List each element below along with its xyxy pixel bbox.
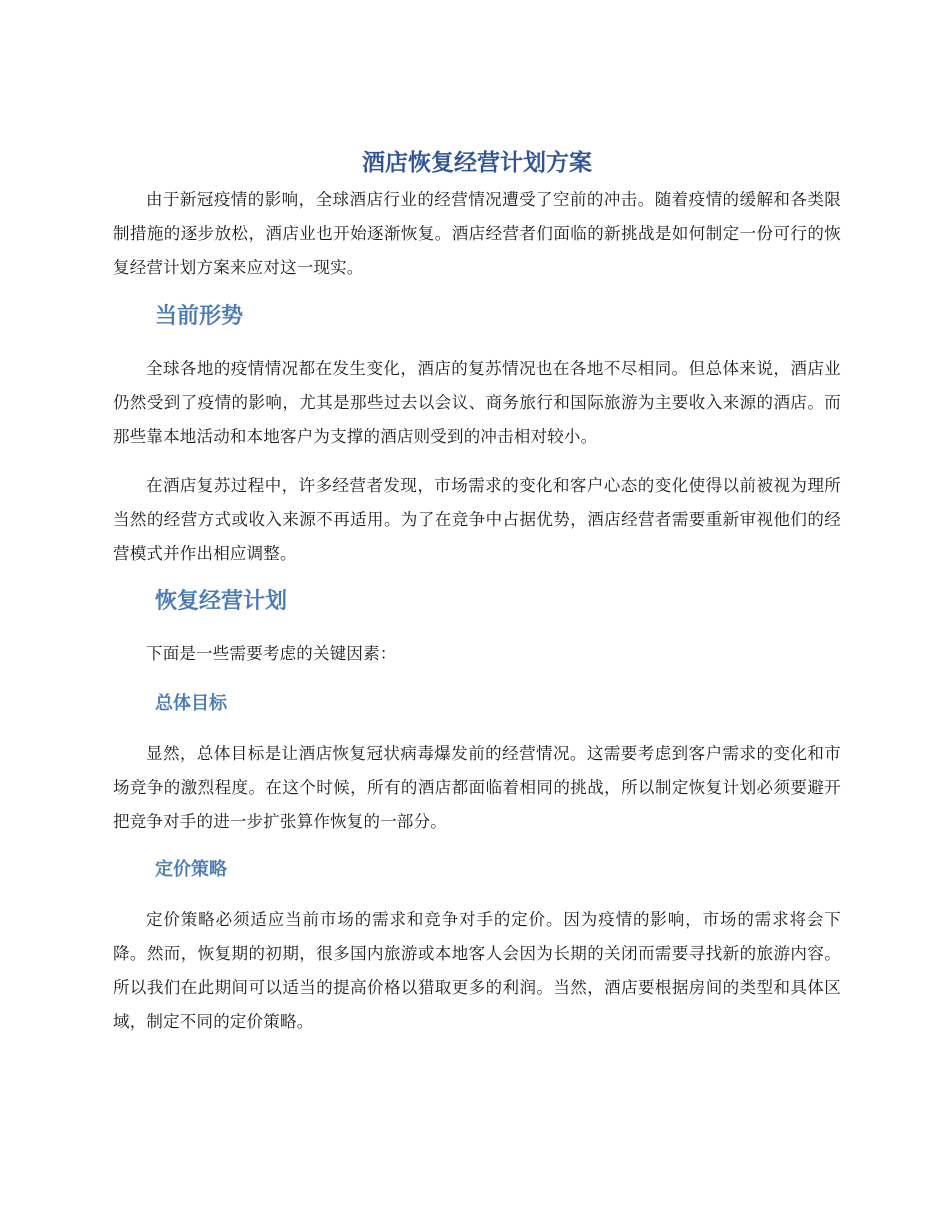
overall-goal-paragraph: 显然，总体目标是让酒店恢复冠状病毒爆发前的经营情况。这需要考虑到客户需求的变化和市场竞争的激烈程度。在这个时候，所有的酒店都面临着相同的挑战，所以制定恢复计划必须要避开把竞争对手的进一步扩张算作恢复的一部分。: [113, 744, 841, 831]
current-situation-paragraph-2: 在酒店复苏过程中，许多经营者发现，市场需求的变化和客户心态的变化使得以前被视为理所当然的经营方式或收入来源不再适用。为了在竞争中占据优势，酒店经营者需要重新审视他们的经营模式并作出相应调整。: [113, 476, 841, 563]
recovery-plan-intro: 下面是一些需要考虑的关键因素：: [146, 644, 397, 663]
section-heading-current-situation: 当前形势: [155, 304, 244, 329]
document-body: [113, 145, 841, 1039]
document-title: 酒店恢复经营计划方案: [362, 150, 592, 176]
intro-paragraph: 由于新冠疫情的影响，全球酒店行业的经营情况遭受了空前的冲击。随着疫情的缓解和各类限制措施的逐步放松，酒店业也开始逐渐恢复。酒店经营者们面临的新挑战是如何制定一份可行的恢复经营计划方案来应对这一现实。: [113, 190, 841, 277]
pricing-strategy-paragraph: 定价策略必须适应当前市场的需求和竞争对手的定价。因为疫情的影响，市场的需求将会下降。然而，恢复期的初期，很多国内旅游或本地客人会因为长期的关闭而需要寻找新的旅游内容。所以我们在此期间可以适当的提高价格以猎取更多的利润。当然，酒店要根据房间的类型和具体区域，制定不同的定价策略。: [113, 910, 841, 1031]
current-situation-paragraph-1: 全球各地的疫情情况都在发生变化，酒店的复苏情况也在各地不尽相同。但总体来说，酒店业仍然受到了疫情的影响，尤其是那些过去以会议、商务旅行和国际旅游为主要收入来源的酒店。而那些靠本地活动和本地客户为支撑的酒店则受到的冲击相对较小。: [113, 359, 841, 446]
subsection-heading-overall-goal: 总体目标: [155, 693, 227, 714]
section-heading-recovery-plan: 恢复经营计划: [155, 589, 288, 614]
subsection-heading-pricing-strategy: 定价策略: [155, 859, 227, 880]
